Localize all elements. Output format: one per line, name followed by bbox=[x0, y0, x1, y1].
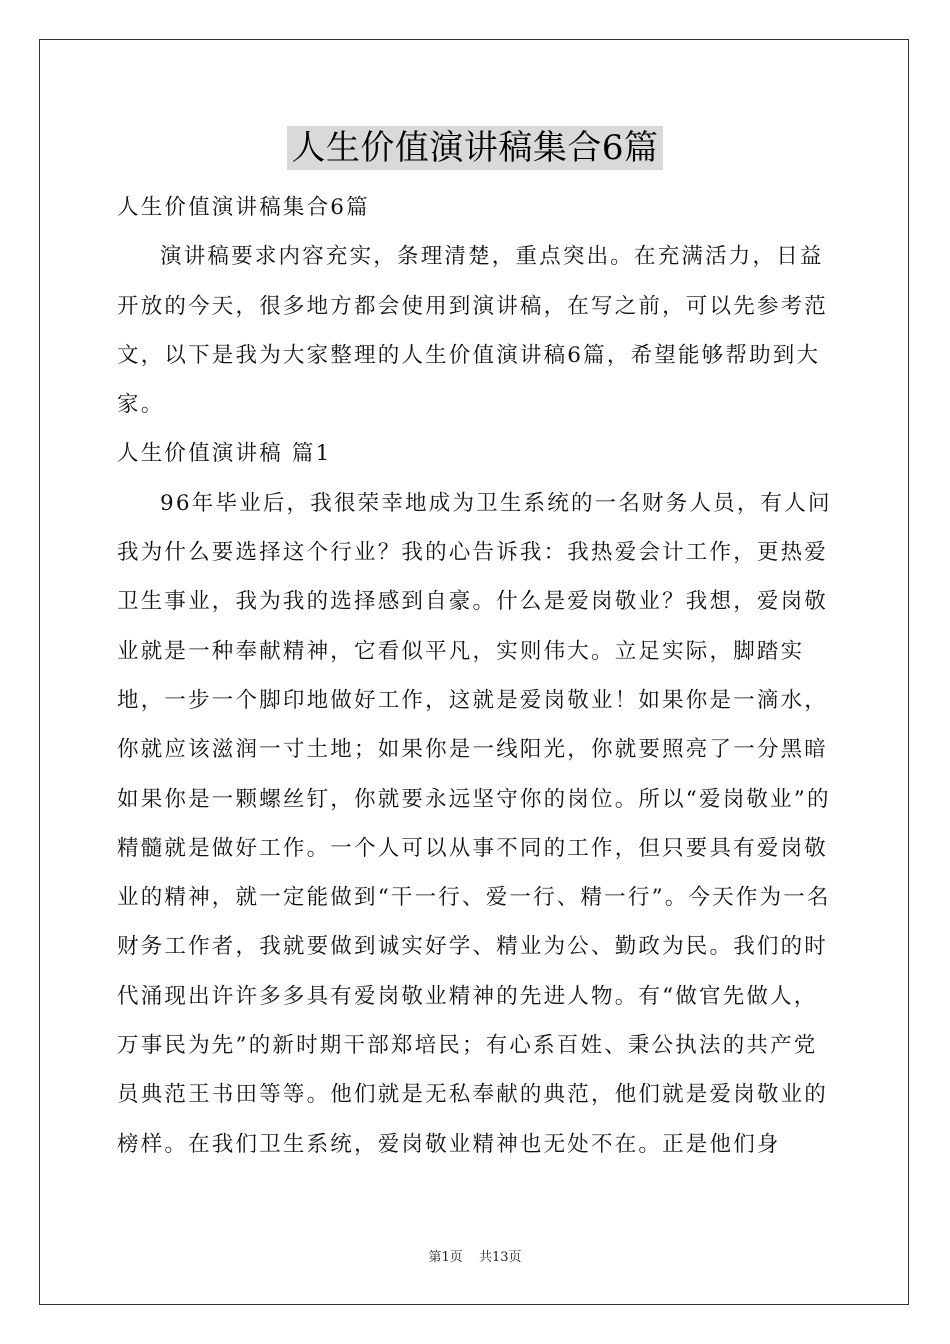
title-container bbox=[0, 126, 950, 170]
document-title: 人生价值演讲稿集合6篇 bbox=[287, 126, 662, 170]
intro-paragraph: 演讲稿要求内容充实，条理清楚，重点突出。在充满活力，日益开放的今天，很多地方都会使用到演讲稿，在写之前，可以先参考范文，以下是我为大家整理的人生价值演讲稿6篇，希望能够帮助到大家。 bbox=[117, 244, 829, 418]
page-footer bbox=[0, 1246, 950, 1265]
page-total: 共13页 bbox=[478, 1250, 522, 1265]
document-body bbox=[117, 183, 833, 1169]
document-subtitle: 人生价值演讲稿集合6篇 bbox=[117, 195, 370, 220]
page-number: 第1页 bbox=[428, 1250, 463, 1265]
section-paragraph: 96年毕业后，我很荣幸地成为卫生系统的一名财务人员，有人问我为什么要选择这个行业？我的心告诉我：我热爱会计工作，更热爱卫生事业，我为我的选择感到自豪。什么是爱岗敬业？我想，爱岗敬业就是一种奉献精神，它看似平凡，实则伟大。立足实际，脚踏实地，一步一个脚印地做好工作，这就是爱岗敬业！如果你是一滴水，你就应该滋润一寸土地；如果你是一线阳光，你就要照亮了一分黑暗如果你是一颗螺丝钉，你就要永远坚守你的岗位。所以“爱岗敬业”的精髓就是做好工作。一个人可以从事不同的工作，但只要具有爱岗敬业的精神，就一定能做到“干一行、爱一行、精一行”。今天作为一名财务工作者，我就要做到诚实好学、精业为公、勤政为民。我们的时代涌现出许许多多具有爱岗敬业精神的先进人物。有“做官先做人，万事民为先”的新时期干部郑培民；有心系百姓、秉公执法的共产党员典范王书田等等。他们就是无私奉献的典范，他们就是爱岗敬业的榜样。在我们卫生系统，爱岗敬业精神也无处不在。正是他们身 bbox=[117, 490, 832, 1157]
section-heading: 人生价值演讲稿 篇1 bbox=[117, 441, 332, 467]
